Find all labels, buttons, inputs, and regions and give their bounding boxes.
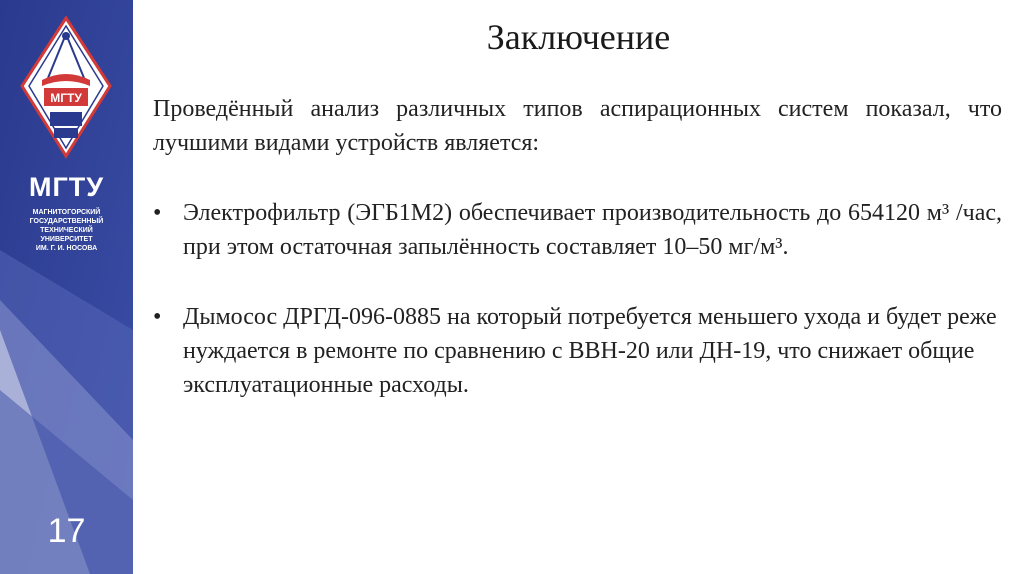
slide-number: 17 <box>47 512 86 550</box>
university-name-line: ИМ. Г. И. НОСОВА <box>35 245 98 252</box>
logo-badge-text: МГТУ <box>50 91 82 105</box>
bullet-item <box>153 300 1002 402</box>
university-abbreviation: МГТУ <box>28 172 105 202</box>
intro-paragraph: Проведённый анализ различных типов аспирационных систем показал, что лучшими видами устройств является: <box>153 96 1002 156</box>
university-name-line: МАГНИТОГОРСКИЙ <box>32 209 101 216</box>
bullet-icon: • <box>153 304 162 330</box>
slide-content <box>153 92 1002 402</box>
university-name-line: УНИВЕРСИТЕТ <box>40 236 93 243</box>
bullet-icon: • <box>153 200 162 226</box>
sidebar <box>0 0 133 574</box>
university-logo-emblem <box>18 16 114 164</box>
university-full-name <box>6 208 127 253</box>
slide-title: Заключение <box>486 17 671 57</box>
bullet-text: Электрофильтр (ЭГБ1М2) обеспечивает производительность до 654120 м³ /час, при этом остаточная запылённость составляет 10–50 мг/м³. <box>183 200 1002 260</box>
bullet-text: Дымосос ДРГД-096-0885 на который потребуется меньшего ухода и будет реже нуждается в ремонте по сравнению с ВВН-20 или ДН-19, что снижает общие эксплуатационные расходы. <box>183 304 997 398</box>
university-name-line: ГОСУДАРСТВЕННЫЙ <box>29 218 104 225</box>
university-name-line: ТЕХНИЧЕСКИЙ <box>40 227 93 234</box>
bullet-item <box>153 196 1002 264</box>
